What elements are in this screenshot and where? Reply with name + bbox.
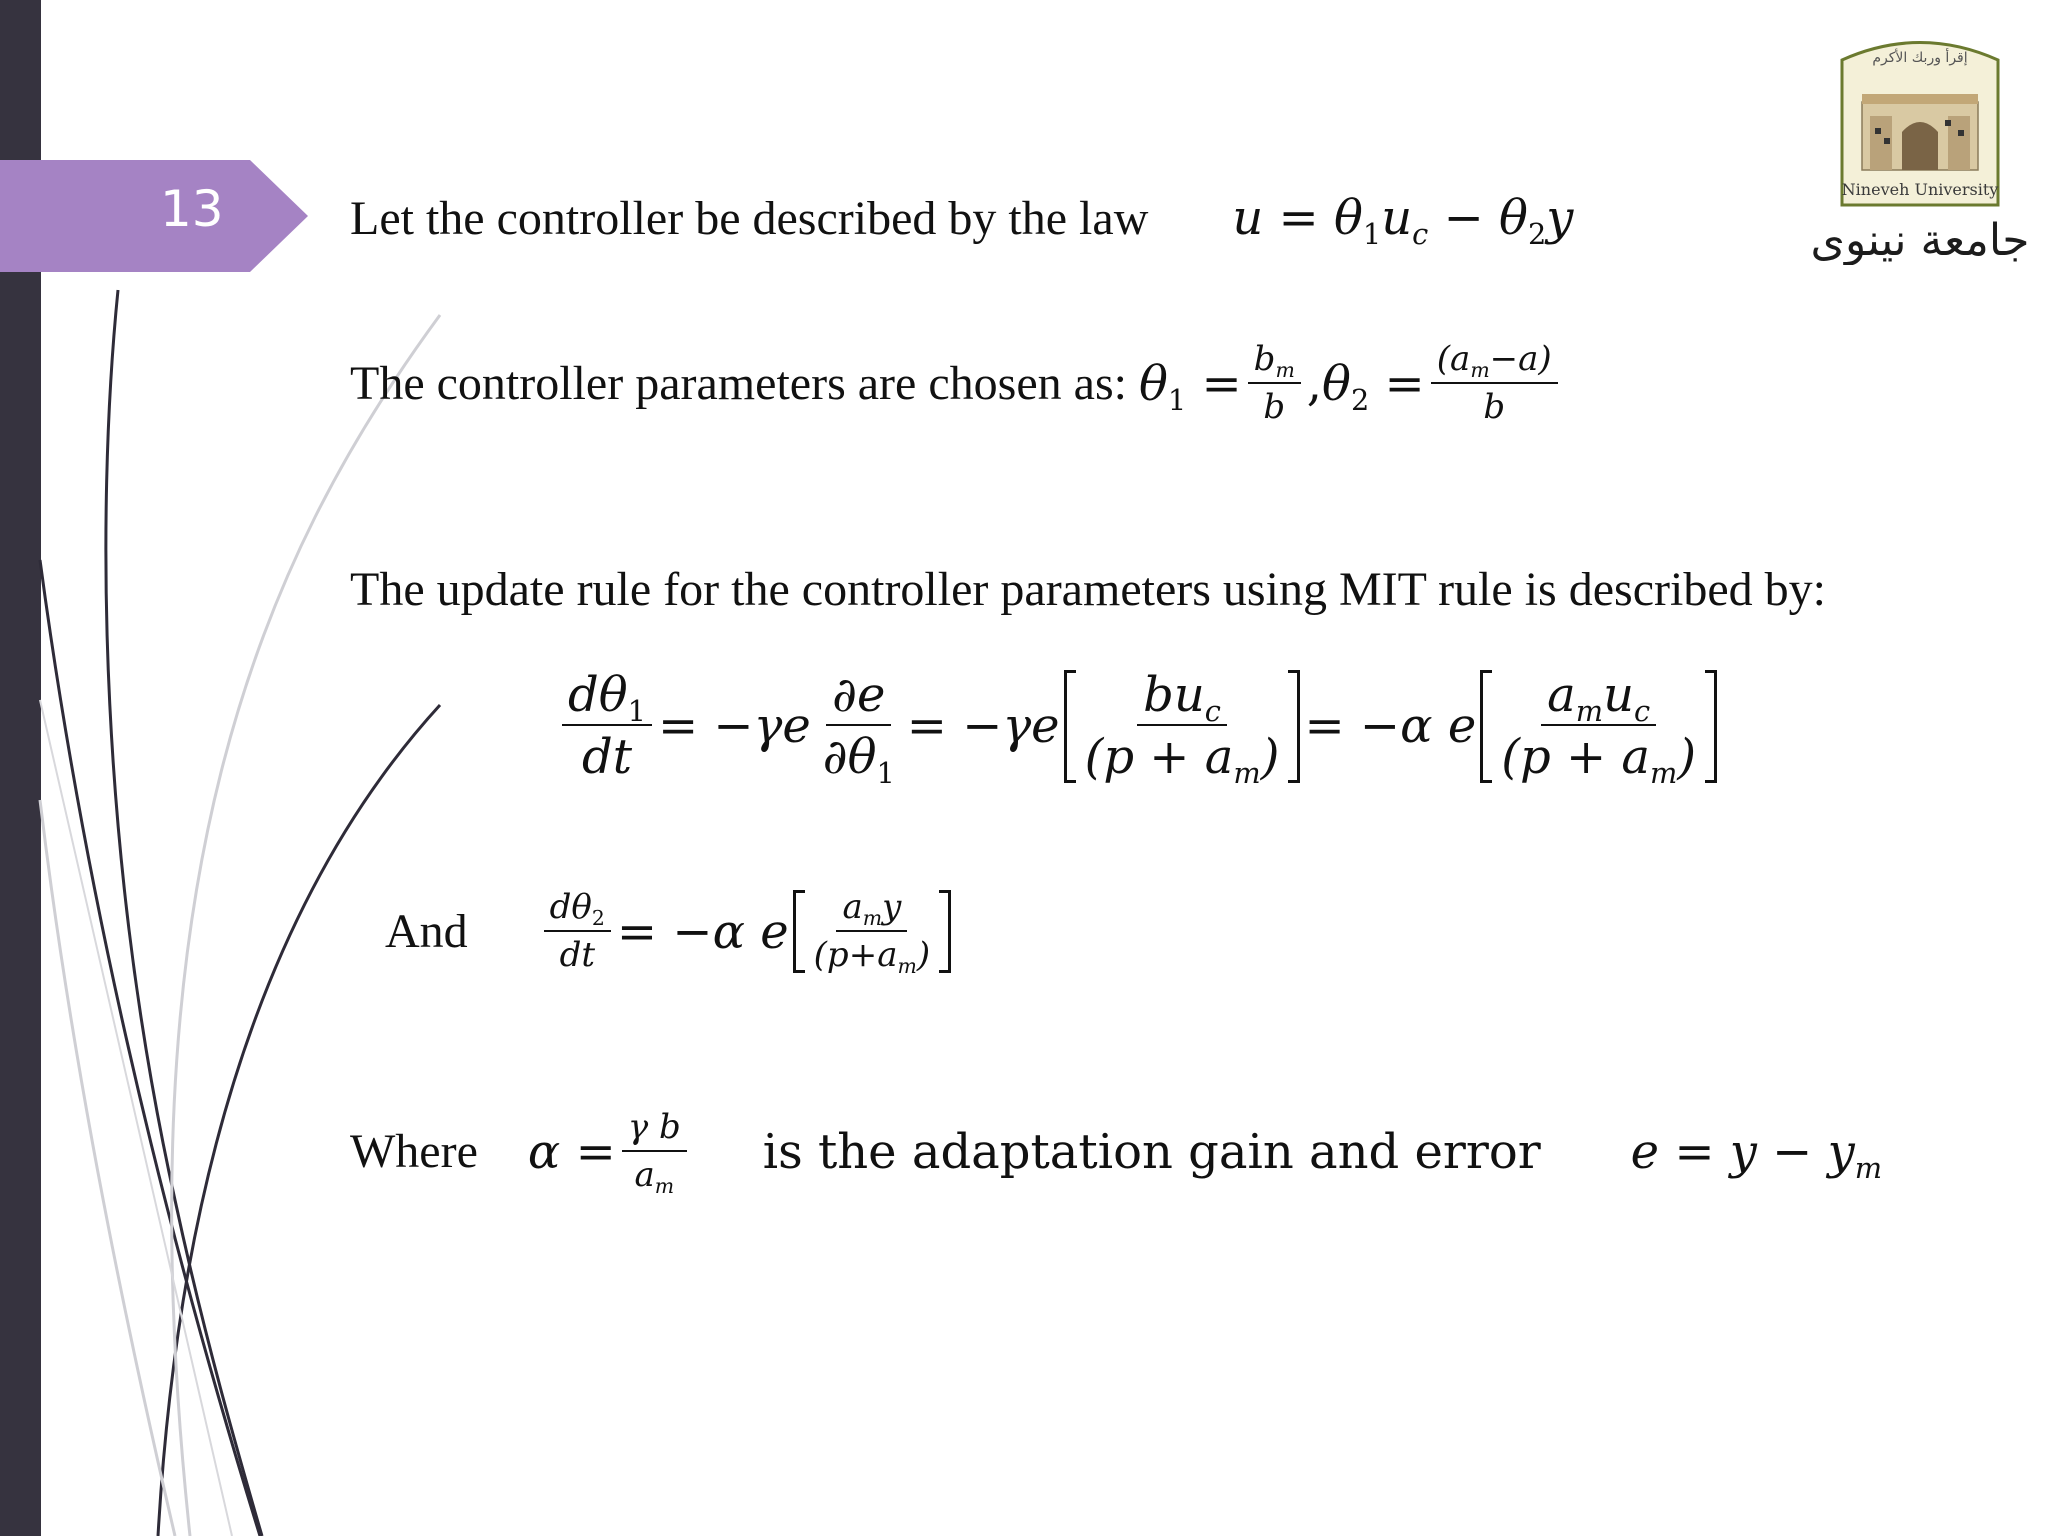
alpha-fraction: $\frac{\text{γ b}}{a_m}$: [622, 1110, 687, 1193]
slide-number-tab: [0, 160, 308, 272]
and-label: And: [385, 904, 468, 958]
logo-university-en: Nineveh University: [1841, 180, 1999, 199]
slide-number: 13: [160, 180, 224, 238]
update-rule-line: The update rule for the controller parameters using MIT rule is described by:: [350, 563, 1826, 616]
controller-law-line: [350, 190, 1574, 252]
bracket-buc: $\frac{bu_c}{(p + a_m)}$: [1064, 670, 1301, 783]
adaptation-gain-text: is the adaptation gain and error: [762, 1123, 1541, 1180]
alpha-symbol: α =: [527, 1123, 616, 1180]
logo-top-text: إقرأ وربك الأكرم: [1872, 50, 1968, 66]
dtheta2-dt-fraction: $\frac{d\theta_2}{dt}$: [544, 890, 611, 973]
dtheta1-dt-fraction: $\frac{d\theta_1}{dt}$: [562, 670, 652, 783]
controller-law-equation: $u = \theta_1u_c - \theta_2y$: [1232, 190, 1574, 252]
theta2-equation: $\theta_2$ =: [1322, 355, 1425, 417]
comma: ,: [1306, 355, 1323, 412]
mit-rule-equation-theta2: And $\frac{d\theta_2}{dt}$ = −α e $\frac{a_my}{(p+a_m)}$: [385, 890, 955, 973]
bracket-amy: $\frac{a_my}{(p+a_m)}$: [793, 890, 951, 973]
error-equation: $e = y - y_m$: [1630, 1123, 1883, 1185]
theta1-equation: $\theta_1$ =: [1138, 355, 1242, 417]
controller-parameters-text: The controller parameters are chosen as:: [350, 356, 1127, 410]
university-logo: [1800, 20, 2040, 265]
controller-law-text: Let the controller be described by the law: [350, 192, 1149, 245]
theta2-fraction: $\frac{(a_m-a)}{b}$: [1431, 342, 1558, 425]
de-dtheta1-fraction: $\frac{\partial e}{\partial\theta_1}$: [822, 667, 895, 791]
controller-parameters-line: [350, 339, 1564, 427]
mit-rule-equation-theta1: $\frac{d\theta_1}{dt}$ = −γe $\frac{\partial e}{\partial\theta_1}$ = −γe $\frac{bu_c}{(p + a_m)}$ = −α e $\frac{a_mu_c}{(p + a_m)}$: [556, 670, 1721, 783]
where-label: Where: [350, 1124, 478, 1178]
where-line: [350, 1107, 1883, 1198]
logo-university-ar: جامعة نينوى: [1810, 215, 2030, 265]
bracket-amuc: $\frac{a_mu_c}{(p + a_m)}$: [1480, 670, 1717, 783]
theta1-fraction: $\frac{b_m}{b}$: [1248, 342, 1301, 425]
